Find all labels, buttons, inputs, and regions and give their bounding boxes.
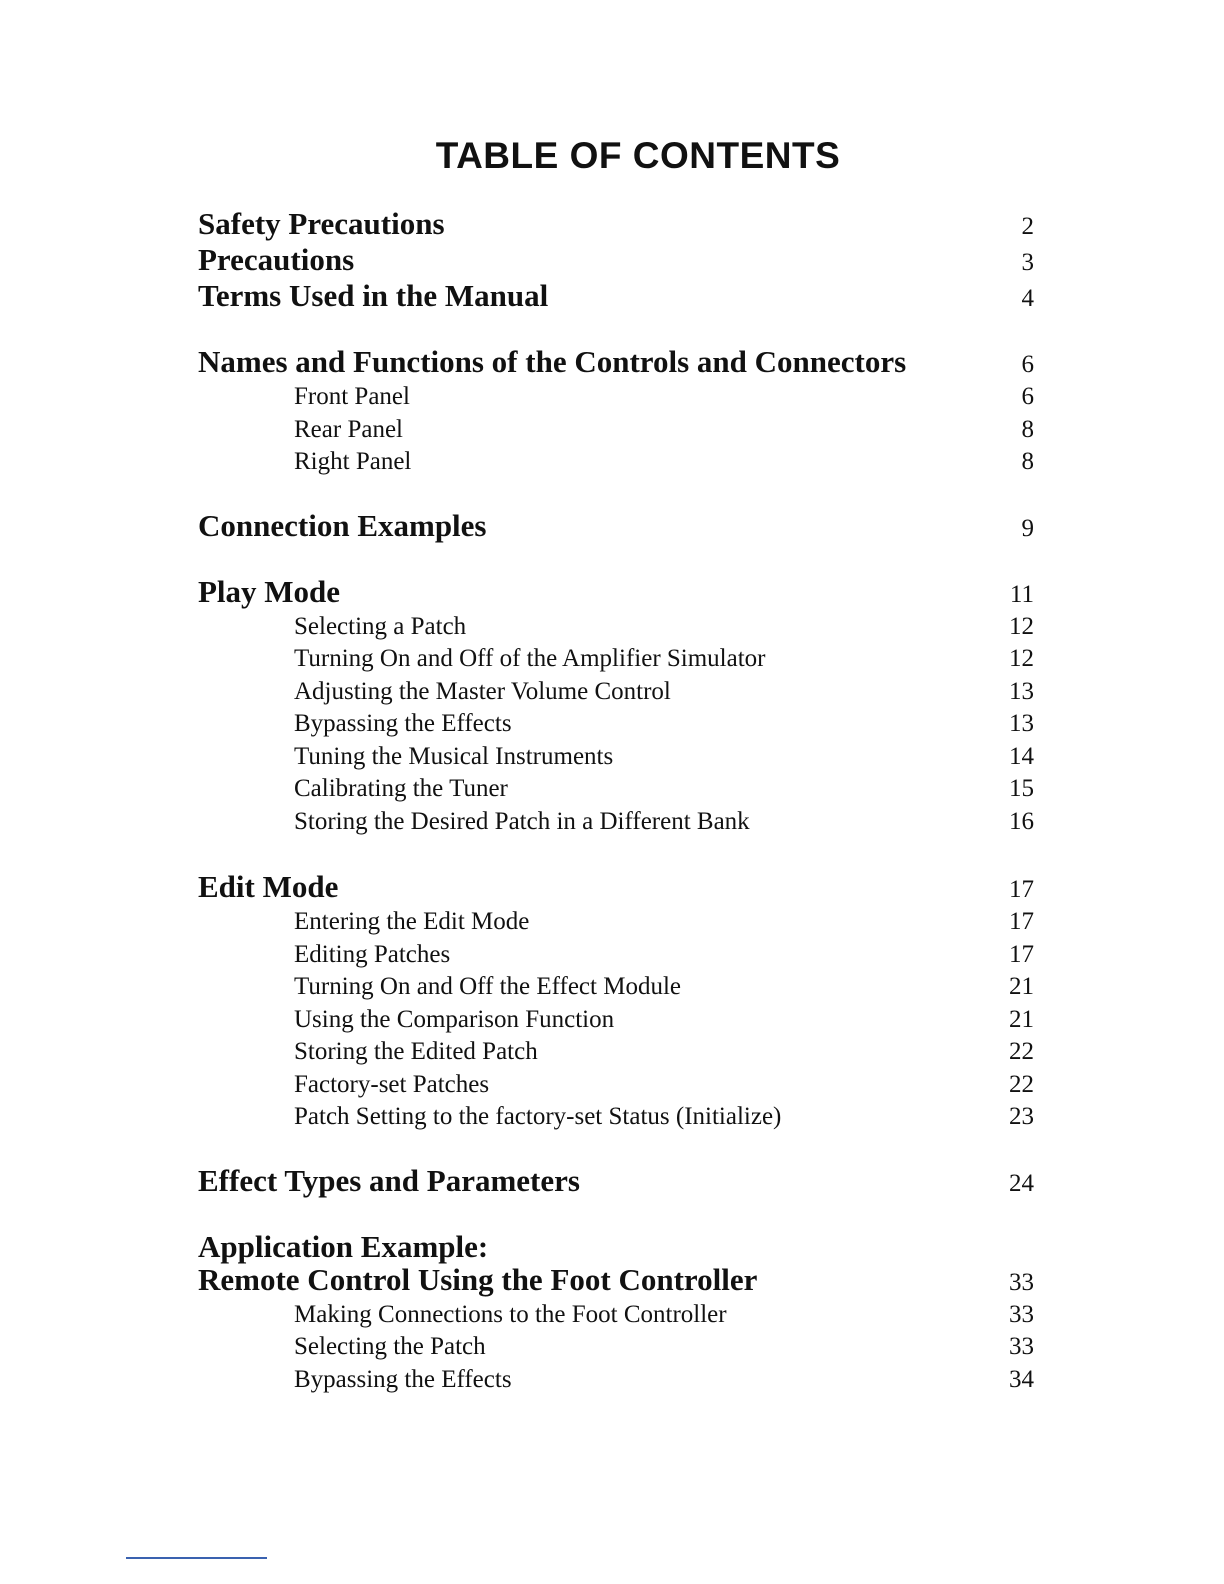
toc-subentry-label: Turning On and Off of the Amplifier Simulator [294,645,766,672]
toc-page-number: 33 [1009,1268,1034,1296]
toc-subentry-label: Selecting a Patch [294,612,467,640]
toc-subentry[interactable] [198,806,1034,839]
toc-subentry[interactable] [198,1069,1034,1102]
toc-page-number: 4 [1021,285,1034,312]
toc-page-number: 6 [1021,351,1034,378]
toc-page-number: 2 [1021,213,1034,240]
toc-subentry[interactable] [198,1036,1034,1069]
toc-subentry[interactable] [198,939,1034,972]
toc-subentry-label: Patch Setting to the factory-set Status (Initialize) [294,1103,782,1130]
table-of-contents [198,207,1034,1396]
toc-page-number: 22 [1009,1038,1034,1065]
toc-page-number: 6 [1021,383,1034,410]
toc-subentry-label: Storing the Desired Patch in a Different Bank [294,807,750,835]
toc-heading[interactable] [198,575,1034,611]
toc-section-play-mode [198,575,1034,839]
toc-page-number: 21 [1009,973,1034,1000]
toc-page-number: 15 [1009,775,1034,802]
toc-subentry[interactable] [198,446,1034,479]
toc-subentry-label: Tuning the Musical Instruments [294,742,614,770]
toc-subentry-label: Entering the Edit Mode [294,908,530,935]
toc-heading[interactable] [198,345,1034,381]
toc-heading[interactable] [198,1164,1034,1200]
toc-entry-label: Precautions [198,242,355,277]
toc-page-number: 12 [1009,645,1034,672]
toc-section-connection [198,509,1034,545]
toc-heading[interactable] [198,509,1034,545]
toc-heading-line [198,1230,1034,1263]
toc-section-application-example [198,1230,1034,1397]
page-title: TABLE OF CONTENTS [435,135,841,176]
toc-subentry[interactable] [198,676,1034,709]
toc-page-number: 3 [1021,249,1034,276]
toc-page-number: 12 [1009,612,1034,640]
toc-page-number: 8 [1021,448,1034,475]
toc-subentry-label: Front Panel [294,383,410,410]
toc-subentry-label: Turning On and Off the Effect Module [294,973,681,1000]
toc-subentry[interactable] [198,1364,1034,1397]
toc-heading-label: Application Example: [198,1228,489,1264]
toc-heading-label: Play Mode [198,573,341,609]
toc-page-number: 22 [1009,1070,1034,1098]
toc-page-number: 17 [1009,908,1034,935]
toc-subentry-label: Bypassing the Effects [294,1365,512,1393]
toc-page-number: 33 [1009,1333,1034,1360]
toc-heading-label: Effect Types and Parameters [198,1162,580,1198]
toc-subentry-label: Editing Patches [294,940,451,968]
toc-entry[interactable] [198,243,1034,279]
toc-heading-label: Remote Control Using the Foot Controller [198,1261,758,1297]
toc-entry-label: Safety Precautions [198,206,445,241]
toc-heading[interactable] [198,870,1034,906]
toc-subentry[interactable] [198,1331,1034,1364]
toc-subentry-label: Using the Comparison Function [294,1005,615,1033]
toc-subentry[interactable] [198,741,1034,774]
toc-page-number: 8 [1021,415,1034,443]
toc-subentry-label: Bypassing the Effects [294,710,512,737]
toc-subentry-label: Right Panel [294,448,412,475]
toc-section-controls [198,345,1034,479]
toc-page-number: 14 [1009,742,1034,770]
toc-subentry[interactable] [198,906,1034,939]
toc-entry-label: Terms Used in the Manual [198,278,549,313]
toc-subentry[interactable] [198,1299,1034,1332]
toc-heading-label: Names and Functions of the Controls and Connectors [198,344,907,379]
toc-subentry[interactable] [198,708,1034,741]
toc-subentry-label: Calibrating the Tuner [294,775,508,802]
toc-page-number: 16 [1009,807,1034,835]
toc-page-number: 23 [1009,1103,1034,1130]
toc-page-number: 9 [1021,514,1034,542]
toc-subentry-label: Storing the Edited Patch [294,1038,538,1065]
toc-page-number: 11 [1009,580,1034,608]
toc-subentry[interactable] [198,611,1034,644]
toc-subentry-label: Making Connections to the Foot Controller [294,1300,727,1328]
toc-subentry-label: Selecting the Patch [294,1333,486,1360]
toc-subentry[interactable] [198,381,1034,414]
toc-heading-label: Edit Mode [198,869,339,904]
toc-entry[interactable] [198,207,1034,243]
toc-subentry-label: Adjusting the Master Volume Control [294,677,671,705]
toc-subentry-label: Factory-set Patches [294,1070,490,1098]
toc-subentry[interactable] [198,643,1034,676]
toc-subentry-label: Rear Panel [294,415,403,443]
toc-heading[interactable] [198,1263,1034,1299]
toc-subentry[interactable] [198,1004,1034,1037]
toc-subentry[interactable] [198,773,1034,806]
toc-page-number: 21 [1009,1005,1034,1033]
toc-subentry[interactable] [198,1101,1034,1134]
toc-subentry[interactable] [198,971,1034,1004]
toc-page-number: 33 [1009,1300,1034,1328]
toc-page-number: 17 [1009,876,1034,903]
toc-page-number: 13 [1009,677,1034,705]
toc-section-edit-mode [198,870,1034,1134]
toc-page-number: 13 [1009,710,1034,737]
toc-page-number: 24 [1009,1169,1034,1197]
toc-heading-label: Connection Examples [198,507,487,543]
toc-section-intro [198,207,1034,315]
footer-rule [126,1557,267,1559]
toc-entry[interactable] [198,279,1034,315]
toc-section-effect-types [198,1164,1034,1200]
toc-subentry[interactable] [198,414,1034,447]
toc-page-number: 17 [1009,940,1034,968]
toc-page-number: 34 [1009,1365,1034,1393]
